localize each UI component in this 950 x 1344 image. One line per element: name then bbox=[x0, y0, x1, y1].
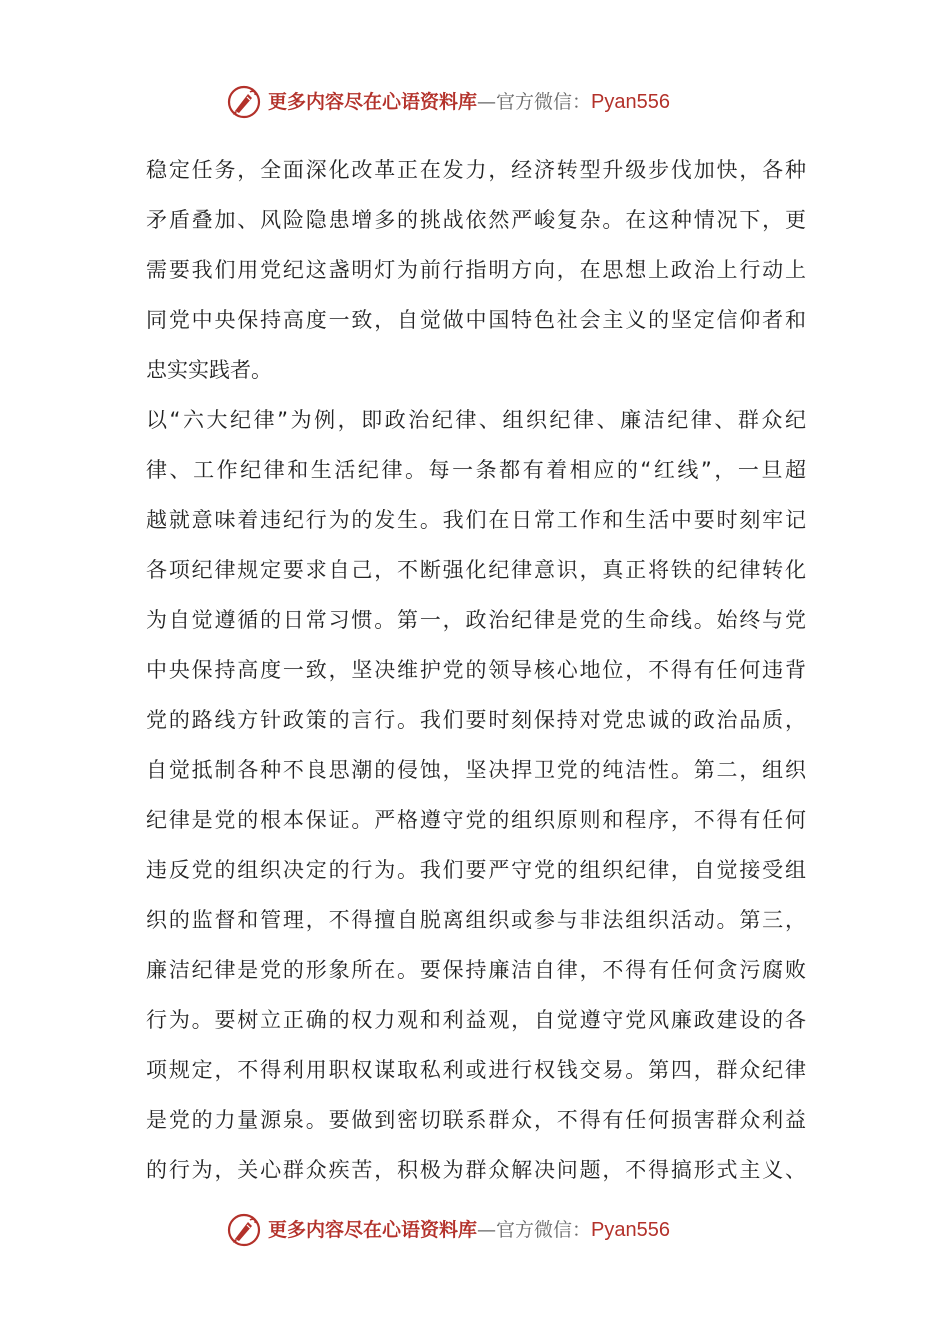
header-banner-text bbox=[268, 89, 670, 116]
footer-dash: — bbox=[477, 1219, 497, 1241]
text-line: 行为。要树立正确的权力观和利益观，自觉遵守党风廉政建设的各 bbox=[146, 1008, 806, 1032]
text-line: 律、工作纪律和生活纪律。每一条都有着相应的“红线”，一旦超 bbox=[146, 458, 806, 482]
text-line: 违反党的组织决定的行为。我们要严守党的组织纪律，自觉接受组 bbox=[146, 858, 806, 882]
text-line: 项规定，不得利用职权谋取私利或进行权钱交易。第四，群众纪律 bbox=[146, 1058, 806, 1082]
footer-site-name: 更多内容尽在心语资料库 bbox=[268, 1219, 478, 1241]
text-line: 织的监督和管理，不得擅自脱离组织或参与非法组织活动。第三， bbox=[146, 908, 806, 932]
text-line: 为自觉遵循的日常习惯。第一，政治纪律是党的生命线。始终与党 bbox=[146, 608, 806, 632]
pen-nib-logo-icon bbox=[226, 84, 262, 120]
text-line: 自觉抵制各种不良思潮的侵蚀，坚决捍卫党的纯洁性。第二，组织 bbox=[146, 758, 806, 782]
footer-banner bbox=[0, 1210, 950, 1250]
footer-wechat-label: 官方微信： bbox=[496, 1219, 592, 1241]
footer-banner-text bbox=[268, 1217, 670, 1244]
text-line: 各项纪律规定要求自己，不断强化纪律意识，真正将铁的纪律转化 bbox=[146, 558, 806, 582]
header-dash: — bbox=[477, 91, 497, 113]
text-line: 同党中央保持高度一致，自觉做中国特色社会主义的坚定信仰者和 bbox=[146, 308, 806, 332]
pen-nib-logo-icon bbox=[226, 1212, 262, 1248]
text-line: 越就意味着违纪行为的发生。我们在日常工作和生活中要时刻牢记 bbox=[146, 508, 806, 532]
text-line: 矛盾叠加、风险隐患增多的挑战依然严峻复杂。在这种情况下，更 bbox=[146, 208, 806, 232]
footer-wechat-id: Pyan556 bbox=[591, 1219, 670, 1241]
text-line: 需要我们用党纪这盏明灯为前行指明方向，在思想上政治上行动上 bbox=[146, 258, 806, 282]
text-line: 廉洁纪律是党的形象所在。要保持廉洁自律，不得有任何贪污腐败 bbox=[146, 958, 806, 982]
text-line: 中央保持高度一致，坚决维护党的领导核心地位，不得有任何违背 bbox=[146, 658, 806, 682]
header-site-name: 更多内容尽在心语资料库 bbox=[268, 91, 478, 113]
header-banner bbox=[0, 82, 950, 122]
paragraph bbox=[146, 148, 806, 398]
text-line: 党的路线方针政策的言行。我们要时刻保持对党忠诚的政治品质， bbox=[146, 708, 806, 732]
paragraph bbox=[146, 398, 806, 1198]
text-line: 纪律是党的根本保证。严格遵守党的组织原则和程序，不得有任何 bbox=[146, 808, 806, 832]
text-line: 以“六大纪律”为例，即政治纪律、组织纪律、廉洁纪律、群众纪 bbox=[146, 408, 806, 432]
text-line: 的行为，关心群众疾苦，积极为群众解决问题，不得搞形式主义、 bbox=[146, 1158, 806, 1182]
document-body bbox=[146, 148, 806, 1198]
header-wechat-label: 官方微信： bbox=[496, 91, 592, 113]
header-wechat-id: Pyan556 bbox=[591, 91, 670, 113]
text-line: 是党的力量源泉。要做到密切联系群众，不得有任何损害群众利益 bbox=[146, 1108, 806, 1132]
text-line: 稳定任务，全面深化改革正在发力，经济转型升级步伐加快，各种 bbox=[146, 158, 806, 182]
text-line: 忠实实践者。 bbox=[146, 358, 272, 382]
